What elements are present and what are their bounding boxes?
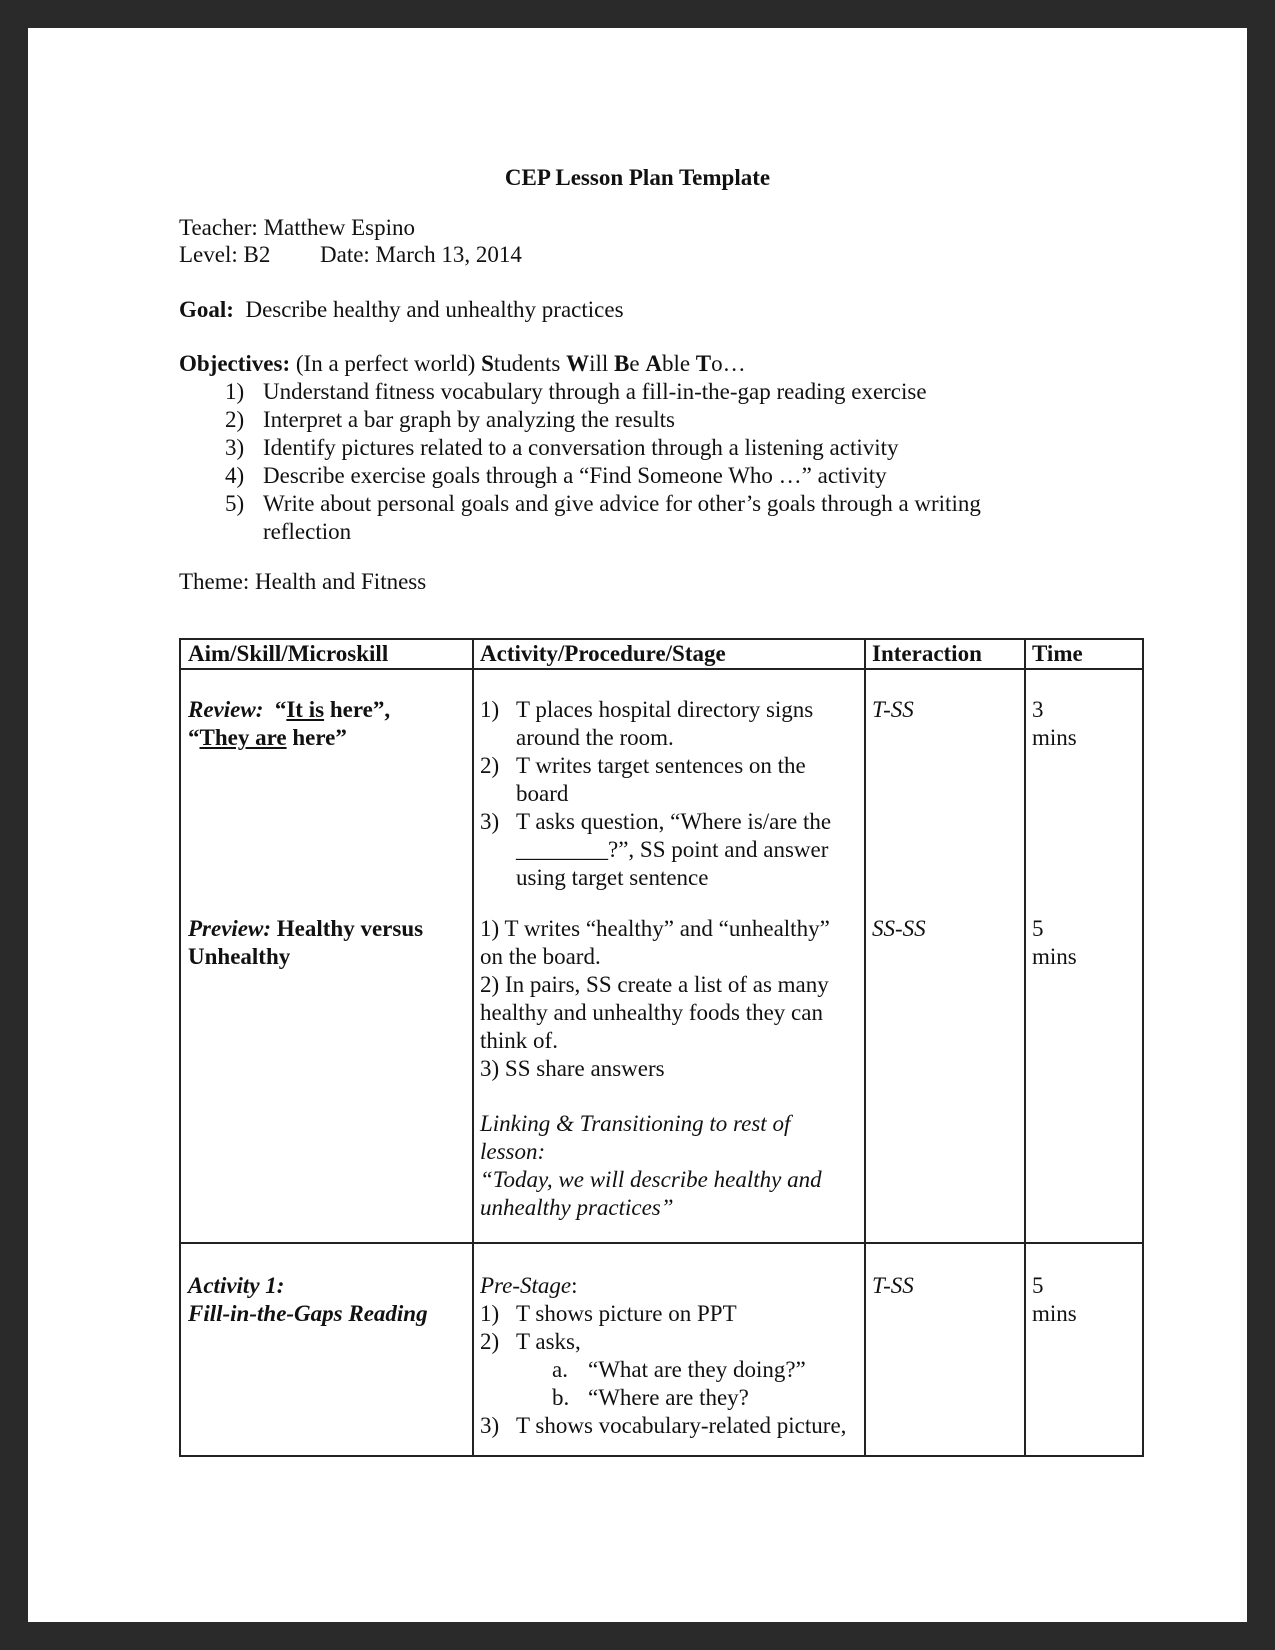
list-item: a. “What are they doing?”	[552, 1357, 806, 1382]
table-row-preview-aim: Preview: Healthy versus Unhealthy	[188, 916, 424, 969]
document-page	[28, 28, 1247, 1622]
list-item: 2) Interpret a bar graph by analyzing the results	[225, 407, 675, 432]
level-line: Level: B2	[179, 242, 271, 267]
goal-text: Describe healthy and unhealthy practices	[245, 297, 624, 322]
objectives-intro: (In a perfect world)	[295, 351, 476, 376]
table-row-review-activity	[480, 696, 850, 892]
list-item: 1) T places hospital directory signs around the room.	[480, 697, 814, 750]
prestage-label: Pre-Stage:	[480, 1273, 578, 1298]
list-item: 5) Write about personal goals and give advice for other’s goals through a writing reflection	[225, 491, 981, 544]
list-item: 1) T shows picture on PPT	[480, 1301, 737, 1326]
linking-title: Linking & Transitioning to rest of lesson:	[480, 1111, 791, 1164]
table-row-review-aim: Review: “It is here”, “They are here”	[188, 697, 391, 750]
header-time: Time	[1032, 641, 1083, 666]
table-row-activity1-aim: Activity 1: Fill-in-the-Gaps Reading	[188, 1273, 428, 1326]
document-body	[28, 28, 1247, 1622]
list-item: 2) In pairs, SS create a list of as many healthy and unhealthy foods they can think of.	[480, 972, 829, 1053]
teacher-line: Teacher: Matthew Espino	[179, 215, 415, 240]
date-line: Date: March 13, 2014	[320, 242, 522, 267]
linking-quote: “Today, we will describe healthy and unhealthy practices”	[480, 1167, 822, 1220]
list-item: 3) T shows vocabulary-related picture,	[480, 1413, 847, 1438]
list-item: 4) Describe exercise goals through a “Find Someone Who …” activity	[225, 463, 887, 488]
table-row-activity1-interaction: T-SS	[872, 1273, 914, 1298]
table-row-preview-activity	[480, 915, 852, 1222]
list-item: 3) T asks question, “Where is/are the ________?”, SS point and answer using target sentence	[480, 809, 832, 890]
header-activity: Activity/Procedure/Stage	[480, 641, 726, 666]
table-row-preview-time: 5 mins	[1032, 916, 1077, 969]
objectives-label: Objectives:	[179, 351, 291, 376]
list-item: b. “Where are they?	[552, 1385, 749, 1410]
objectives-line	[179, 350, 746, 378]
table-row-review-interaction: T-SS	[872, 697, 914, 722]
goal-line	[179, 296, 624, 324]
list-item: 3) SS share answers	[480, 1056, 665, 1081]
list-item: 1) T writes “healthy” and “unhealthy” on the board.	[480, 916, 830, 969]
list-item: 3) Identify pictures related to a conversation through a listening activity	[225, 435, 899, 460]
objectives-list	[225, 378, 1045, 546]
list-item: 2) T writes target sentences on the board	[480, 753, 806, 806]
goal-label: Goal:	[179, 297, 234, 322]
list-item: 1) Understand fitness vocabulary through a fill-in-the-gap reading exercise	[225, 379, 927, 404]
table-row-preview-interaction: SS-SS	[872, 916, 926, 941]
page-title: CEP Lesson Plan Template	[504, 165, 771, 190]
swbat-phrase: Students Will Be Able To…	[481, 351, 746, 376]
theme-line: Theme: Health and Fitness	[179, 569, 427, 594]
list-item: 2) T asks,	[480, 1329, 581, 1354]
table-row-activity1-activity	[480, 1272, 860, 1440]
header-aim: Aim/Skill/Microskill	[188, 641, 389, 666]
lesson-table	[179, 638, 1144, 1457]
table-row-review-time: 3 mins	[1032, 697, 1077, 750]
table-row-activity1-time: 5 mins	[1032, 1273, 1077, 1326]
header-interaction: Interaction	[872, 641, 982, 666]
